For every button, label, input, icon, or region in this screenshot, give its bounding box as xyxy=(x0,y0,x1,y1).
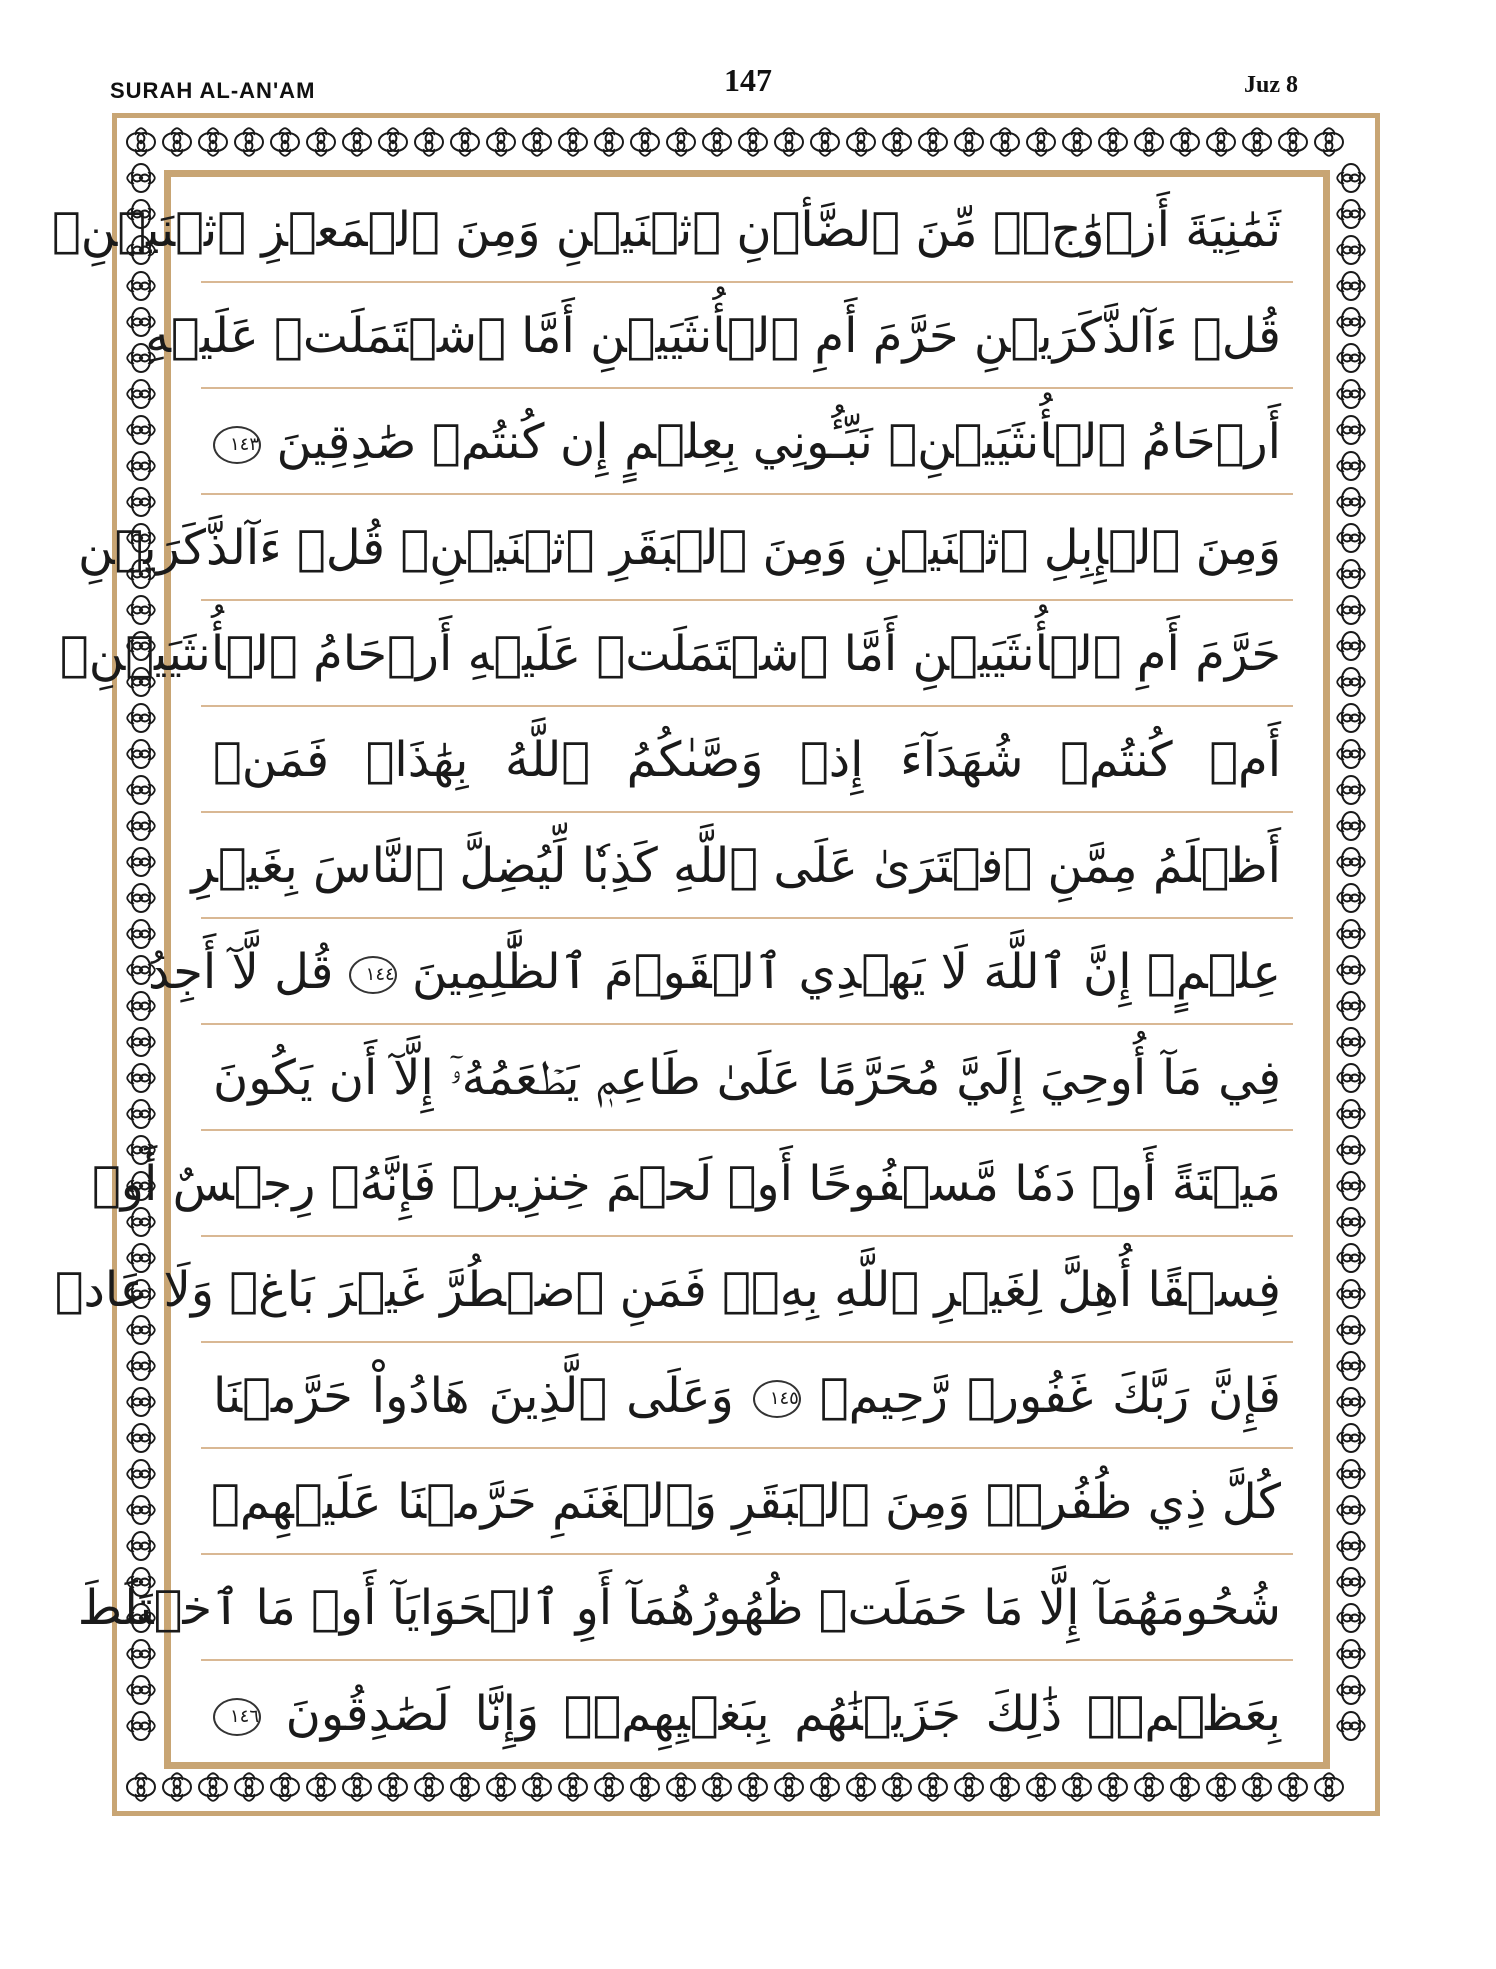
verse-word: مَآ xyxy=(1161,1050,1203,1106)
fleur-motif-icon xyxy=(127,128,155,156)
fleur-motif-icon xyxy=(163,128,191,156)
fleur-motif-icon xyxy=(379,128,407,156)
fleur-motif-icon xyxy=(1337,632,1365,660)
verse-word: أَوِ xyxy=(575,1580,613,1636)
fleur-motif-icon xyxy=(127,704,155,732)
verse-line xyxy=(91,1131,1323,1237)
fleur-motif-icon xyxy=(811,128,839,156)
fleur-motif-icon xyxy=(703,128,731,156)
verse-word: إِنَّ xyxy=(1083,944,1132,1000)
fleur-motif-icon xyxy=(127,884,155,912)
fleur-motif-icon xyxy=(559,128,587,156)
fleur-motif-icon xyxy=(127,812,155,840)
fleur-motif-icon xyxy=(487,128,515,156)
verse-word: أَمِ xyxy=(1136,626,1180,682)
verse-word: عَلَيۡهِمۡ xyxy=(211,1474,382,1530)
fleur-motif-icon xyxy=(1207,128,1235,156)
fleur-motif-icon xyxy=(1099,1773,1127,1801)
fleur-motif-icon xyxy=(1337,524,1365,552)
verse-word: أَوۡ xyxy=(1091,1156,1157,1212)
verse-word: ثَمَٰنِيَةَ xyxy=(1185,202,1281,258)
fleur-motif-icon xyxy=(127,1100,155,1128)
verse-line xyxy=(171,1025,1323,1131)
verse-word: ظُفُرٖۖ xyxy=(985,1474,1133,1530)
verse-word: ٱلۡبَقَرِ xyxy=(732,1474,870,1530)
verse-line xyxy=(52,177,1323,283)
fleur-motif-icon xyxy=(127,1460,155,1488)
ayah-number-marker: ١٤٥ xyxy=(753,1380,801,1418)
verse-word: وَلَا xyxy=(163,1262,215,1318)
fleur-motif-icon xyxy=(955,1773,983,1801)
verse-word: لَا xyxy=(940,944,969,1000)
fleur-motif-icon xyxy=(955,128,983,156)
verse-word: لَّآ xyxy=(231,944,259,1000)
fleur-motif-icon xyxy=(127,1424,155,1452)
verse-word: أَمَّا xyxy=(843,626,898,682)
fleur-motif-icon xyxy=(1337,1208,1365,1236)
verse-word: أَمۡ xyxy=(1209,732,1282,788)
fleur-motif-icon xyxy=(847,1773,875,1801)
fleur-motif-icon xyxy=(1243,1773,1271,1801)
fleur-motif-icon xyxy=(1337,1640,1365,1668)
fleur-motif-icon xyxy=(991,128,1019,156)
verse-word: ٱلضَّأۡنِ xyxy=(736,202,901,258)
verse-word: يَهۡدِي xyxy=(798,944,926,1000)
fleur-motif-icon xyxy=(127,740,155,768)
verse-word: رَّحِيمٞ xyxy=(819,1368,948,1424)
verse-word: إِلَّآ xyxy=(393,1050,434,1106)
fleur-motif-icon xyxy=(271,1773,299,1801)
verse-word: ٱللَّهِ xyxy=(673,838,759,894)
fleur-motif-icon xyxy=(127,1712,155,1740)
fleur-motif-icon xyxy=(1171,128,1199,156)
verse-word: عَلَيۡهِ xyxy=(145,308,259,364)
verse-word: أَرۡحَامُ xyxy=(1141,414,1281,470)
verse-word: ٱلۡأُنثَيَيۡنِ xyxy=(912,626,1122,682)
verse-word: فِي xyxy=(1218,1050,1282,1106)
verse-word: قُلۡ xyxy=(1192,308,1281,364)
verse-word: حَمَلَتۡ xyxy=(818,1580,968,1636)
verse-word: صَٰدِقِينَ xyxy=(276,414,417,470)
verse-word: أَوۡ xyxy=(311,1580,377,1636)
fleur-motif-icon xyxy=(667,1773,695,1801)
verse-word: ٱللَّهِ xyxy=(834,1262,920,1318)
fleur-motif-icon xyxy=(919,128,947,156)
verse-word: وَمِنَ xyxy=(1195,520,1281,576)
fleur-motif-icon xyxy=(127,1064,155,1092)
fleur-motif-icon xyxy=(523,1773,551,1801)
verse-word: ٱلۡأُنثَيَيۡنِ xyxy=(590,308,800,364)
ayah-number-marker: ١٤٣ xyxy=(213,426,261,464)
fleur-motif-icon xyxy=(487,1773,515,1801)
fleur-motif-icon xyxy=(1337,668,1365,696)
fleur-motif-icon xyxy=(415,1773,443,1801)
verse-word: ٱثۡنَيۡنِۗ xyxy=(400,520,595,576)
verse-line xyxy=(171,813,1323,919)
verse-word: فَإِنَّهُۥ xyxy=(330,1156,437,1212)
verse-word: لِغَيۡرِ xyxy=(934,1262,1042,1318)
verse-word: كَذِبٗا xyxy=(581,838,658,894)
verse-panel xyxy=(52,170,1330,1769)
verse-word: ٱثۡنَيۡنِ xyxy=(863,520,1029,576)
fleur-motif-icon xyxy=(415,128,443,156)
verse-word: فَإِنَّ xyxy=(1208,1368,1281,1424)
fleur-motif-icon xyxy=(127,1496,155,1524)
verse-word: ٱلۡحَوَايَآ xyxy=(391,1580,561,1636)
verse-word: وَمِنَ xyxy=(762,520,848,576)
verse-word: ٱخۡتَلَطَ xyxy=(77,1580,241,1636)
fleur-motif-icon xyxy=(127,1676,155,1704)
verse-word: غَيۡرَ xyxy=(329,1262,425,1318)
verse-word: عَادٖ xyxy=(54,1262,149,1318)
verse-word: إِلَيَّ xyxy=(956,1050,1025,1106)
verse-word: رَبَّكَ xyxy=(1112,1368,1190,1424)
verse-word: ٱلۡبَقَرِ xyxy=(609,520,748,576)
verse-word: مُحَرَّمًا xyxy=(816,1050,941,1106)
verse-word: هَادُواْ xyxy=(371,1368,470,1424)
fleur-motif-icon xyxy=(1337,992,1365,1020)
verse-line xyxy=(171,1343,1323,1449)
fleur-motif-icon xyxy=(1337,1280,1365,1308)
verse-word: بِهِۦۚ xyxy=(722,1262,819,1318)
fleur-motif-icon xyxy=(1337,200,1365,228)
fleur-motif-icon xyxy=(559,1773,587,1801)
verse-word: كُلَّ xyxy=(1221,1474,1281,1530)
verse-word: ٱلظَّٰلِمِينَ xyxy=(411,944,589,1000)
surah-name: SURAH AL-AN'AM xyxy=(110,78,316,103)
fleur-motif-icon xyxy=(1279,128,1307,156)
fleur-motif-icon xyxy=(307,1773,335,1801)
verse-word: مَا xyxy=(255,1580,296,1636)
fleur-motif-icon xyxy=(1207,1773,1235,1801)
verse-line xyxy=(148,919,1323,1025)
fleur-motif-icon xyxy=(379,1773,407,1801)
fleur-motif-icon xyxy=(1337,1244,1365,1272)
fleur-motif-icon xyxy=(1337,1136,1365,1164)
verse-line xyxy=(54,1237,1323,1343)
fleur-motif-icon xyxy=(1337,1100,1365,1128)
verse-word: بِبَغۡيِهِمۡۖ xyxy=(563,1686,770,1742)
fleur-motif-icon xyxy=(883,1773,911,1801)
verse-word: وَإِنَّا xyxy=(474,1686,540,1742)
fleur-motif-icon xyxy=(775,1773,803,1801)
verse-word: ٱشۡتَمَلَتۡ xyxy=(596,626,829,682)
verse-word: بِهَٰذَاۚ xyxy=(365,732,469,788)
fleur-motif-icon xyxy=(1337,1604,1365,1632)
fleur-motif-icon xyxy=(1337,812,1365,840)
fleur-motif-icon xyxy=(1337,884,1365,912)
fleur-motif-icon xyxy=(595,1773,623,1801)
fleur-motif-icon xyxy=(451,128,479,156)
verse-word: ٱشۡتَمَلَتۡ xyxy=(274,308,506,364)
verse-word: لِّيُضِلَّ xyxy=(459,838,567,894)
verse-word: ٱلَّذِينَ xyxy=(488,1368,608,1424)
fleur-motif-icon xyxy=(127,416,155,444)
verse-word: شُهَدَآءَ xyxy=(900,732,1024,788)
verse-word: فِسۡقًا xyxy=(1147,1262,1281,1318)
verse-word: قُلۡ xyxy=(296,520,386,576)
fleur-motif-icon xyxy=(1337,380,1365,408)
verse-word: وَمِنَ xyxy=(455,202,541,258)
fleur-motif-icon xyxy=(703,1773,731,1801)
fleur-motif-icon xyxy=(1337,488,1365,516)
fleur-motif-icon xyxy=(1171,1773,1199,1801)
fleur-motif-icon xyxy=(1337,956,1365,984)
verse-word: ٱلنَّاسَ xyxy=(312,838,445,894)
verse-line xyxy=(171,389,1323,495)
verse-word: حَرَّمۡنَا xyxy=(213,1368,353,1424)
fleur-motif-icon xyxy=(1337,740,1365,768)
fleur-motif-icon xyxy=(1279,1773,1307,1801)
verse-word: وَٱلۡغَنَمِ xyxy=(552,1474,718,1530)
fleur-motif-icon xyxy=(1027,1773,1055,1801)
verse-word: مَّسۡفُوحًا xyxy=(808,1156,999,1212)
verse-word: ٱثۡنَيۡنِۗ xyxy=(52,202,247,258)
verse-word: فَمَنِ xyxy=(619,1262,707,1318)
fleur-motif-icon xyxy=(1337,1316,1365,1344)
verse-word: حَرَّمۡنَا xyxy=(396,1474,537,1530)
fleur-motif-icon xyxy=(1337,1352,1365,1380)
verse-word: خِنزِيرٖ xyxy=(451,1156,591,1212)
verse-line xyxy=(171,707,1323,813)
fleur-motif-icon xyxy=(1135,128,1163,156)
verse-word: بِغَيۡرِ xyxy=(191,838,298,894)
fleur-motif-icon xyxy=(1337,1676,1365,1704)
verse-word: مِمَّنِ xyxy=(1047,838,1138,894)
verse-word: أَوۡ xyxy=(91,1156,158,1212)
fleur-motif-icon xyxy=(1337,1460,1365,1488)
fleur-motif-icon xyxy=(127,848,155,876)
verse-word: أَزۡوَٰجٖۖ xyxy=(992,202,1170,258)
fleur-motif-icon xyxy=(991,1773,1019,1801)
verse-word: وَعَلَى xyxy=(626,1368,734,1424)
fleur-motif-icon xyxy=(1337,560,1365,588)
verse-word: إِلَّا xyxy=(1038,1580,1080,1636)
fleur-motif-icon xyxy=(1337,1532,1365,1560)
fleur-motif-icon xyxy=(667,128,695,156)
fleur-motif-icon xyxy=(127,1388,155,1416)
fleur-motif-icon xyxy=(1337,272,1365,300)
verse-word: لَحۡمَ xyxy=(606,1156,713,1212)
fleur-motif-icon xyxy=(811,1773,839,1801)
verse-word: أُهِلَّ xyxy=(1057,1262,1133,1318)
verse-word: أَوۡ xyxy=(727,1156,793,1212)
fleur-motif-icon xyxy=(1337,236,1365,264)
fleur-motif-icon xyxy=(1337,1712,1365,1740)
page-number: 147 xyxy=(724,62,772,98)
verse-word: غَفُورٞ xyxy=(966,1368,1094,1424)
verse-word: ٱلۡمَعۡزِ xyxy=(261,202,440,258)
verse-word: عَلَى xyxy=(773,838,858,894)
verse-word: يَطۡعَمُهُۥٓ xyxy=(449,1050,580,1106)
fleur-motif-icon xyxy=(739,1773,767,1801)
verse-word: وَمِنَ xyxy=(885,1474,971,1530)
verse-word: بِعَظۡمٖۚ xyxy=(1086,1686,1281,1742)
fleur-motif-icon xyxy=(1337,1496,1365,1524)
fleur-motif-icon xyxy=(235,128,263,156)
fleur-motif-icon xyxy=(919,1773,947,1801)
fleur-motif-icon xyxy=(1337,452,1365,480)
verse-word: طَاعِمٖ xyxy=(595,1050,701,1106)
verse-word: ٱلۡأُنثَيَيۡنِۖ xyxy=(59,626,298,682)
verse-word: كُنتُمۡ xyxy=(1060,732,1173,788)
verse-word: ٱلۡأُنثَيَيۡنِۖ xyxy=(888,414,1127,470)
fleur-motif-icon xyxy=(307,128,335,156)
verse-word: رِجۡسٌ xyxy=(172,1156,316,1212)
verse-word: بِعِلۡمٍ xyxy=(624,414,738,470)
verse-word: ذَٰلِكَ xyxy=(985,1686,1063,1742)
verse-line xyxy=(77,495,1323,601)
fleur-motif-icon xyxy=(631,128,659,156)
fleur-motif-icon xyxy=(1337,1172,1365,1200)
verse-word: ٱفۡتَرَىٰ xyxy=(873,838,1033,894)
verse-word: دَمٗا xyxy=(1014,1156,1076,1212)
fleur-motif-icon xyxy=(1063,128,1091,156)
fleur-motif-icon xyxy=(1337,776,1365,804)
fleur-motif-icon xyxy=(1337,596,1365,624)
verse-word: لَصَٰدِقُونَ xyxy=(285,1686,451,1742)
juz-label: Juz 8 xyxy=(1244,72,1298,98)
fleur-motif-icon xyxy=(1337,308,1365,336)
fleur-motif-icon xyxy=(631,1773,659,1801)
fleur-motif-icon xyxy=(1135,1773,1163,1801)
verse-word: وَصَّىٰكُمُ xyxy=(626,732,764,788)
verse-word: كُنتُمۡ xyxy=(431,414,545,470)
fleur-motif-icon xyxy=(775,128,803,156)
verse-line xyxy=(145,283,1323,389)
verse-word: عَلَىٰ xyxy=(716,1050,802,1106)
fleur-motif-icon xyxy=(271,128,299,156)
verse-word: ٱثۡنَيۡنِ xyxy=(555,202,722,258)
fleur-motif-icon xyxy=(127,452,155,480)
fleur-motif-icon xyxy=(235,1773,263,1801)
fleur-motif-icon xyxy=(343,128,371,156)
verse-word: ٱلۡإِبِلِ xyxy=(1043,520,1181,576)
fleur-motif-icon xyxy=(127,1352,155,1380)
verse-word: إِن xyxy=(560,414,609,470)
verse-word: أَظۡلَمُ xyxy=(1152,838,1281,894)
fleur-motif-icon xyxy=(1337,1388,1365,1416)
verse-word: أَمَّا xyxy=(521,308,575,364)
verse-line xyxy=(77,1555,1323,1661)
verse-word: ءَآلذَّكَرَيۡنِ xyxy=(973,308,1178,364)
fleur-motif-icon xyxy=(1337,416,1365,444)
verse-word: مِّنَ xyxy=(915,202,978,258)
verse-word: ظُهُورُهُمَآ xyxy=(627,1580,804,1636)
verse-word: عَلَيۡهِ xyxy=(467,626,582,682)
verse-word: إِذۡ xyxy=(800,732,864,788)
verse-line xyxy=(59,601,1323,707)
fleur-motif-icon xyxy=(1337,920,1365,948)
verse-line xyxy=(171,1661,1323,1767)
verse-word: مَيۡتَةً xyxy=(1171,1156,1281,1212)
verse-word: عِلۡمٍۚ xyxy=(1146,944,1281,1000)
verse-line xyxy=(171,1449,1323,1555)
verse-word: شُحُومَهُمَآ xyxy=(1094,1580,1281,1636)
ayah-number-marker: ١٤٦ xyxy=(213,1698,261,1736)
fleur-motif-icon xyxy=(1337,1028,1365,1056)
verse-word: أَجِدُ xyxy=(148,944,217,1000)
fleur-motif-icon xyxy=(1063,1773,1091,1801)
verse-word: يَكُونَ xyxy=(213,1050,313,1106)
fleur-motif-icon xyxy=(1337,1424,1365,1452)
verse-word: جَزَيۡنَٰهُم xyxy=(794,1686,962,1742)
fleur-motif-icon xyxy=(343,1773,371,1801)
verse-word: حَرَّمَ xyxy=(872,308,959,364)
verse-word: ءَآلذَّكَرَيۡنِ xyxy=(77,520,282,576)
fleur-motif-icon xyxy=(739,128,767,156)
fleur-motif-icon xyxy=(1337,164,1365,192)
verse-word: بَاغٖ xyxy=(229,1262,315,1318)
fleur-motif-icon xyxy=(163,1773,191,1801)
verse-word: ٱللَّهُ xyxy=(504,732,591,788)
fleur-motif-icon xyxy=(1315,1773,1343,1801)
verse-word: أَمِ xyxy=(814,308,858,364)
fleur-motif-icon xyxy=(883,128,911,156)
fleur-motif-icon xyxy=(1337,848,1365,876)
fleur-motif-icon xyxy=(1027,128,1055,156)
fleur-motif-icon xyxy=(1315,128,1343,156)
page-header xyxy=(0,0,1496,110)
fleur-motif-icon xyxy=(523,128,551,156)
fleur-motif-icon xyxy=(1337,1064,1365,1092)
fleur-motif-icon xyxy=(199,1773,227,1801)
verse-word: ٱلۡقَوۡمَ xyxy=(604,944,784,1000)
verse-word: نَبِّـُٔونِي xyxy=(752,414,873,470)
fleur-motif-icon xyxy=(1337,344,1365,372)
verse-word: حَرَّمَ xyxy=(1195,626,1281,682)
fleur-motif-icon xyxy=(451,1773,479,1801)
verse-word: مَا xyxy=(983,1580,1024,1636)
fleur-motif-icon xyxy=(847,128,875,156)
fleur-motif-icon xyxy=(127,776,155,804)
verse-word: ذِي xyxy=(1147,1474,1207,1530)
verse-word: أَن xyxy=(328,1050,378,1106)
fleur-motif-icon xyxy=(1099,128,1127,156)
verse-word: أَرۡحَامُ xyxy=(312,626,453,682)
verse-word: قُل xyxy=(274,944,334,1000)
ayah-number-marker: ١٤٤ xyxy=(349,956,397,994)
fleur-motif-icon xyxy=(595,128,623,156)
fleur-motif-icon xyxy=(1337,704,1365,732)
verse-word: ٱللَّهَ xyxy=(983,944,1068,1000)
fleur-motif-icon xyxy=(199,128,227,156)
verse-word: فَمَنۡ xyxy=(213,732,330,788)
verse-word: أُوحِيَ xyxy=(1039,1050,1147,1106)
verse-word: ٱضۡطُرَّ xyxy=(440,1262,605,1318)
fleur-motif-icon xyxy=(1243,128,1271,156)
fleur-motif-icon xyxy=(127,1028,155,1056)
fleur-motif-icon xyxy=(127,1773,155,1801)
fleur-motif-icon xyxy=(1337,1568,1365,1596)
